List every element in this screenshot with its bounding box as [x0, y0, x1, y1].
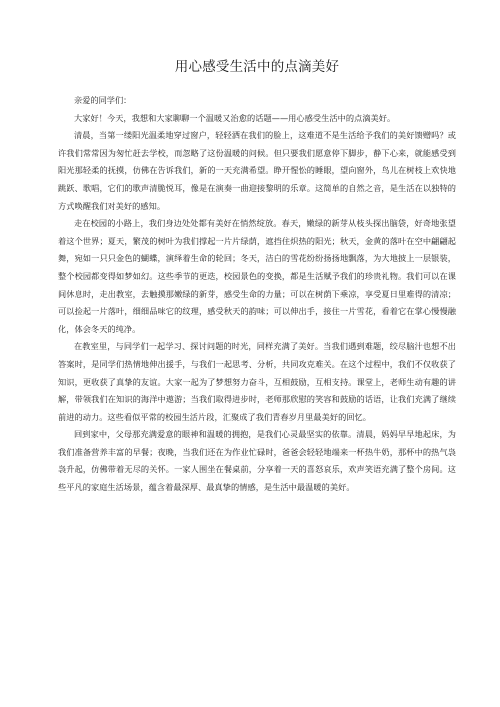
salutation: 亲爱的同学们： [74, 95, 132, 105]
document-title: 用心感受生活中的点滴美好 [174, 59, 340, 75]
paragraph-home: 回到家中，父母那充满爱意的眼神和温暖的拥抱，是我们心灵最坚实的依靠。清晨，妈妈早早地起床，为我们准备营养丰富的早餐；夜晚，当我们还在为作业忙碌时，爸爸会轻轻地端来一杯热牛奶，那杯中的热气袅袅升起，仿佛带着无尽的关怀。一家人围坐在餐桌前，分享着一天的喜怒哀乐，欢声笑语充满了整个房间。这些平凡的家庭生活场景，蕴含着最深厚、最真挚的情感，是生活中最温暖的美好。 [58, 429, 456, 493]
paragraph-classroom: 在教室里，与同学们一起学习、探讨问题的时光，同样充满了美好。当我们遇到难题，绞尽脑汁也想不出答案时，是同学们热情地伸出援手，与我们一起思考、分析，共同攻克难关。在这个过程中，我们不仅收获了知识，更收获了真挚的友谊。大家一起为了梦想努力奋斗，互相鼓励，互相支持。课堂上，老师生动有趣的讲解，带领我们在知识的海洋中遨游；当我们取得进步时，老师那欣慰的笑容和鼓励的话语，让我们充满了继续前进的动力。这些看似平常的校园生活片段，汇聚成了我们青春岁月里最美好的回忆。 [58, 341, 456, 422]
paragraph-morning: 清晨，当第一缕阳光温柔地穿过窗户，轻轻洒在我们的脸上，这难道不是生活给予我们的美好馈赠吗？或许我们常常因为匆忙赶去学校，而忽略了这份温暖的问候。但只要我们愿意停下脚步，静下心来，就能感受到阳光那轻柔的抚摸，仿佛在告诉我们，新的一天充满希望。睁开惺忪的睡眼，望向窗外，鸟儿在树枝上欢快地跳跃、歌唱，它们的歌声清脆悦耳，像是在演奏一曲迎接黎明的乐章。这简单的自然之音，是生活在以独特的方式唤醒我们对美好的感知。 [58, 130, 456, 211]
paragraph-campus-seasons: 走在校园的小路上，我们身边处处都有美好在悄然绽放。春天，嫩绿的新芽从枝头探出脑袋，好奇地张望着这个世界；夏天，繁茂的树叶为我们撑起一片片绿荫，遮挡住炽热的阳光；秋天，金黄的落叶在空中翩翩起舞，宛如一只只金色的蝴蝶，演绎着生命的轮回；冬天，洁白的雪花纷纷扬扬地飘落，为大地披上一层银装，整个校园都变得如梦如幻。这些季节的更迭，校园景色的变换，都是生活赋予我们的珍贵礼物。我们可以在课间休息时，走出教室，去触摸那嫩绿的新芽，感受生命的力量；可以在树荫下乘凉，享受夏日里难得的清凉；可以捡起一片落叶，细细品味它的纹理，感受秋天的韵味；可以伸出手，接住一片雪花，看着它在掌心慢慢融化，体会冬天的纯净。 [58, 218, 456, 334]
paragraph-greeting: 大家好！今天，我想和大家聊聊一个温暖又治愈的话题——用心感受生活中的点滴美好。 [74, 112, 396, 123]
